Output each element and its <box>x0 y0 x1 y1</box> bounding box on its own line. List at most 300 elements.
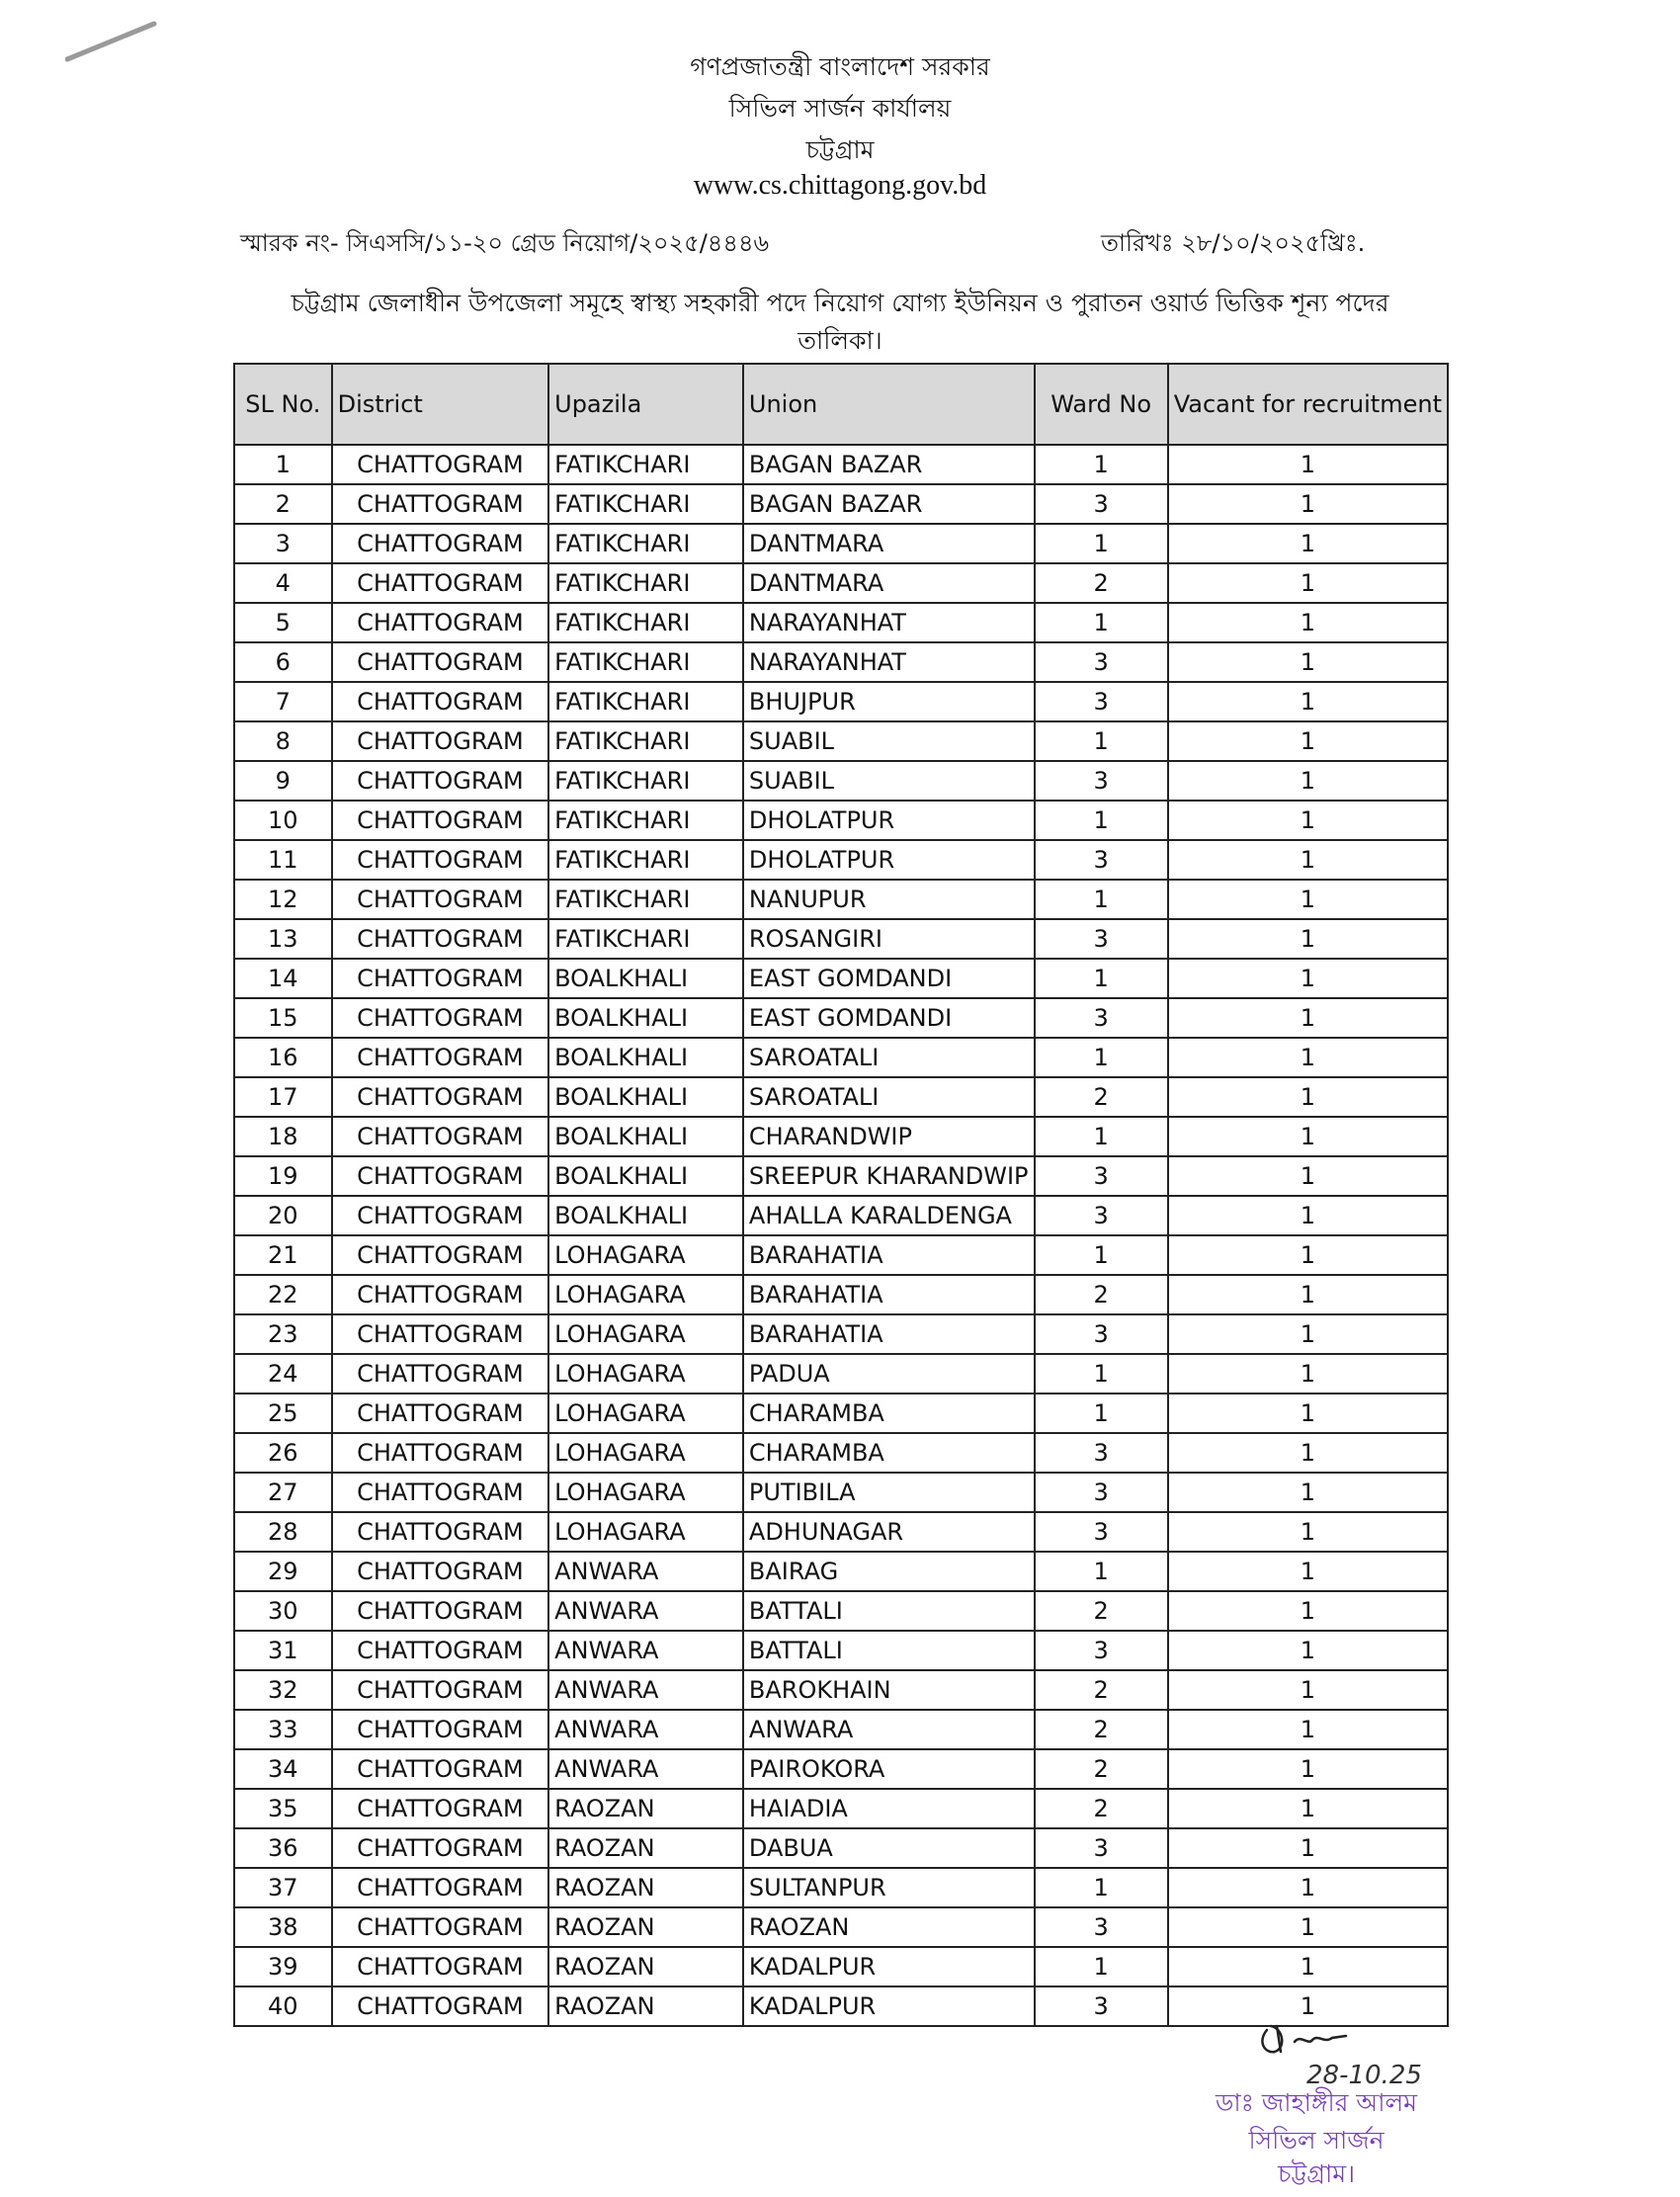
cell-ward-no: 3 <box>1035 1512 1168 1552</box>
cell-ward-no: 3 <box>1035 682 1168 721</box>
cell-vacant: 1 <box>1168 524 1448 563</box>
cell-vacant: 1 <box>1168 1077 1448 1117</box>
cell-upazila: LOHAGARA <box>548 1433 743 1473</box>
cell-upazila: RAOZAN <box>548 1907 743 1947</box>
cell-vacant: 1 <box>1168 880 1448 919</box>
cell-vacant: 1 <box>1168 919 1448 959</box>
cell-district: CHATTOGRAM <box>332 1907 549 1947</box>
cell-ward-no: 1 <box>1035 1038 1168 1077</box>
cell-sl-no: 39 <box>234 1947 332 1986</box>
table-row <box>234 484 1448 524</box>
cell-union: SREEPUR KHARANDWIP <box>743 1156 1035 1196</box>
cell-union: SUABIL <box>743 761 1035 801</box>
cell-union: BARAHATIA <box>743 1235 1035 1275</box>
cell-upazila: FATIKCHARI <box>548 445 743 484</box>
header-upazila: Upazila <box>548 364 743 445</box>
cell-sl-no: 2 <box>234 484 332 524</box>
cell-union: BATTALI <box>743 1631 1035 1670</box>
table-row <box>234 1354 1448 1394</box>
header-vacant: Vacant for recruitment <box>1168 364 1448 445</box>
cell-union: BHUJPUR <box>743 682 1035 721</box>
cell-union: SULTANPUR <box>743 1868 1035 1907</box>
cell-union: DANTMARA <box>743 563 1035 603</box>
cell-sl-no: 21 <box>234 1235 332 1275</box>
cell-district: CHATTOGRAM <box>332 445 549 484</box>
cell-union: SAROATALI <box>743 1038 1035 1077</box>
cell-ward-no: 2 <box>1035 563 1168 603</box>
cell-upazila: ANWARA <box>548 1631 743 1670</box>
cell-sl-no: 5 <box>234 603 332 642</box>
table-row <box>234 919 1448 959</box>
cell-sl-no: 17 <box>234 1077 332 1117</box>
cell-sl-no: 11 <box>234 840 332 880</box>
cell-sl-no: 20 <box>234 1196 332 1235</box>
cell-upazila: BOALKHALI <box>548 1196 743 1235</box>
cell-upazila: BOALKHALI <box>548 1077 743 1117</box>
cell-sl-no: 30 <box>234 1591 332 1631</box>
cell-vacant: 1 <box>1168 603 1448 642</box>
table-row <box>234 1828 1448 1868</box>
cell-union: SAROATALI <box>743 1077 1035 1117</box>
cell-district: CHATTOGRAM <box>332 1196 549 1235</box>
cell-district: CHATTOGRAM <box>332 1433 549 1473</box>
cell-ward-no: 2 <box>1035 1749 1168 1789</box>
cell-sl-no: 8 <box>234 721 332 761</box>
cell-union: NARAYANHAT <box>743 642 1035 682</box>
table-row <box>234 1235 1448 1275</box>
cell-vacant: 1 <box>1168 1947 1448 1986</box>
cell-ward-no: 1 <box>1035 1117 1168 1156</box>
cell-vacant: 1 <box>1168 801 1448 840</box>
cell-vacant: 1 <box>1168 1275 1448 1314</box>
table-row <box>234 1789 1448 1828</box>
cell-union: BATTALI <box>743 1591 1035 1631</box>
cell-upazila: ANWARA <box>548 1749 743 1789</box>
table-row <box>234 1591 1448 1631</box>
cell-ward-no: 1 <box>1035 1354 1168 1394</box>
cell-district: CHATTOGRAM <box>332 1077 549 1117</box>
cell-vacant: 1 <box>1168 1473 1448 1512</box>
table-row <box>234 998 1448 1038</box>
cell-sl-no: 26 <box>234 1433 332 1473</box>
cell-district: CHATTOGRAM <box>332 1512 549 1552</box>
cell-union: BAGAN BAZAR <box>743 484 1035 524</box>
cell-union: DHOLATPUR <box>743 840 1035 880</box>
cell-union: ROSANGIRI <box>743 919 1035 959</box>
cell-vacant: 1 <box>1168 1117 1448 1156</box>
cell-district: CHATTOGRAM <box>332 1117 549 1156</box>
cell-district: CHATTOGRAM <box>332 1552 549 1591</box>
cell-union: SUABIL <box>743 721 1035 761</box>
table-row <box>234 1552 1448 1591</box>
table-row <box>234 761 1448 801</box>
cell-union: BAROKHAIN <box>743 1670 1035 1710</box>
cell-union: BARAHATIA <box>743 1314 1035 1354</box>
table-row <box>234 603 1448 642</box>
cell-vacant: 1 <box>1168 1868 1448 1907</box>
cell-district: CHATTOGRAM <box>332 721 549 761</box>
cell-ward-no: 3 <box>1035 1631 1168 1670</box>
cell-ward-no: 2 <box>1035 1591 1168 1631</box>
table-row <box>234 801 1448 840</box>
cell-vacant: 1 <box>1168 840 1448 880</box>
table-row <box>234 445 1448 484</box>
table-row <box>234 1749 1448 1789</box>
table-row <box>234 1433 1448 1473</box>
cell-district: CHATTOGRAM <box>332 1275 549 1314</box>
cell-district: CHATTOGRAM <box>332 1749 549 1789</box>
cell-upazila: FATIKCHARI <box>548 761 743 801</box>
cell-union: BAGAN BAZAR <box>743 445 1035 484</box>
cell-ward-no: 1 <box>1035 1552 1168 1591</box>
cell-district: CHATTOGRAM <box>332 1710 549 1749</box>
cell-sl-no: 31 <box>234 1631 332 1670</box>
table-row <box>234 1710 1448 1749</box>
table-row <box>234 1196 1448 1235</box>
cell-sl-no: 27 <box>234 1473 332 1512</box>
table-row <box>234 1117 1448 1156</box>
cell-sl-no: 34 <box>234 1749 332 1789</box>
cell-sl-no: 40 <box>234 1986 332 2026</box>
cell-vacant: 1 <box>1168 1631 1448 1670</box>
cell-union: DHOLATPUR <box>743 801 1035 840</box>
cell-upazila: LOHAGARA <box>548 1314 743 1354</box>
cell-union: AHALLA KARALDENGA <box>743 1196 1035 1235</box>
table-row <box>234 1156 1448 1196</box>
table-row <box>234 721 1448 761</box>
cell-upazila: LOHAGARA <box>548 1235 743 1275</box>
cell-upazila: FATIKCHARI <box>548 563 743 603</box>
office-title: সিভিল সার্জন কার্যালয় <box>728 94 952 123</box>
cell-ward-no: 1 <box>1035 801 1168 840</box>
cell-union: KADALPUR <box>743 1947 1035 1986</box>
cell-upazila: BOALKHALI <box>548 1117 743 1156</box>
cell-union: CHARAMBA <box>743 1433 1035 1473</box>
cell-district: CHATTOGRAM <box>332 1394 549 1433</box>
cell-vacant: 1 <box>1168 1235 1448 1275</box>
cell-vacant: 1 <box>1168 1038 1448 1077</box>
cell-vacant: 1 <box>1168 484 1448 524</box>
cell-ward-no: 3 <box>1035 840 1168 880</box>
cell-vacant: 1 <box>1168 1670 1448 1710</box>
cell-sl-no: 28 <box>234 1512 332 1552</box>
cell-ward-no: 1 <box>1035 524 1168 563</box>
cell-district: CHATTOGRAM <box>332 761 549 801</box>
cell-upazila: BOALKHALI <box>548 1156 743 1196</box>
cell-upazila: RAOZAN <box>548 1868 743 1907</box>
cell-ward-no: 2 <box>1035 1275 1168 1314</box>
cell-district: CHATTOGRAM <box>332 1670 549 1710</box>
cell-union: KADALPUR <box>743 1986 1035 2026</box>
cell-union: DABUA <box>743 1828 1035 1868</box>
table-row <box>234 563 1448 603</box>
cell-union: PADUA <box>743 1354 1035 1394</box>
cell-union: BARAHATIA <box>743 1275 1035 1314</box>
signatory-title: সিভিল সার্জন <box>1248 2126 1385 2155</box>
cell-ward-no: 3 <box>1035 1986 1168 2026</box>
cell-ward-no: 2 <box>1035 1789 1168 1828</box>
table-header-row <box>234 364 1448 445</box>
cell-ward-no: 3 <box>1035 919 1168 959</box>
cell-district: CHATTOGRAM <box>332 1947 549 1986</box>
cell-vacant: 1 <box>1168 761 1448 801</box>
government-title: গণপ্রজাতন্ত্রী বাংলাদেশ সরকার <box>690 52 990 81</box>
table-row <box>234 642 1448 682</box>
cell-upazila: FATIKCHARI <box>548 603 743 642</box>
cell-sl-no: 38 <box>234 1907 332 1947</box>
cell-union: ADHUNAGAR <box>743 1512 1035 1552</box>
cell-district: CHATTOGRAM <box>332 1038 549 1077</box>
table-row <box>234 1275 1448 1314</box>
table-row <box>234 1670 1448 1710</box>
cell-district: CHATTOGRAM <box>332 1314 549 1354</box>
cell-ward-no: 1 <box>1035 603 1168 642</box>
cell-district: CHATTOGRAM <box>332 1235 549 1275</box>
cell-sl-no: 22 <box>234 1275 332 1314</box>
cell-district: CHATTOGRAM <box>332 642 549 682</box>
cell-union: CHARANDWIP <box>743 1117 1035 1156</box>
cell-sl-no: 14 <box>234 959 332 998</box>
cell-vacant: 1 <box>1168 1433 1448 1473</box>
vacancy-table <box>233 363 1449 2027</box>
website-link[interactable]: www.cs.chittagong.gov.bd <box>693 170 987 201</box>
cell-upazila: BOALKHALI <box>548 959 743 998</box>
table-row <box>234 1394 1448 1433</box>
cell-district: CHATTOGRAM <box>332 1986 549 2026</box>
cell-upazila: RAOZAN <box>548 1947 743 1986</box>
cell-district: CHATTOGRAM <box>332 1631 549 1670</box>
cell-ward-no: 3 <box>1035 1473 1168 1512</box>
table-row <box>234 1631 1448 1670</box>
cell-district: CHATTOGRAM <box>332 563 549 603</box>
cell-union: EAST GOMDANDI <box>743 998 1035 1038</box>
cell-upazila: LOHAGARA <box>548 1354 743 1394</box>
cell-vacant: 1 <box>1168 1552 1448 1591</box>
cell-vacant: 1 <box>1168 1314 1448 1354</box>
cell-sl-no: 25 <box>234 1394 332 1433</box>
cell-upazila: RAOZAN <box>548 1986 743 2026</box>
cell-upazila: FATIKCHARI <box>548 524 743 563</box>
memo-date: তারিখঃ ২৮/১০/২০২৫খ্রিঃ. <box>1101 229 1366 257</box>
memo-reference: স্মারক নং- সিএসসি/১১-২০ গ্রেড নিয়োগ/২০২৫/৪৪৪৬ <box>240 229 770 257</box>
cell-sl-no: 23 <box>234 1314 332 1354</box>
cell-upazila: LOHAGARA <box>548 1473 743 1512</box>
table-row <box>234 1947 1448 1986</box>
cell-district: CHATTOGRAM <box>332 801 549 840</box>
cell-ward-no: 3 <box>1035 1907 1168 1947</box>
cell-district: CHATTOGRAM <box>332 880 549 919</box>
cell-district: CHATTOGRAM <box>332 919 549 959</box>
cell-vacant: 1 <box>1168 1828 1448 1868</box>
cell-union: NANUPUR <box>743 880 1035 919</box>
cell-sl-no: 9 <box>234 761 332 801</box>
cell-upazila: LOHAGARA <box>548 1275 743 1314</box>
cell-sl-no: 1 <box>234 445 332 484</box>
cell-ward-no: 2 <box>1035 1077 1168 1117</box>
signature-date: 28-10.25 <box>1306 2061 1422 2090</box>
signature-scribble-icon <box>1247 2012 1484 2091</box>
cell-union: ANWARA <box>743 1710 1035 1749</box>
cell-district: CHATTOGRAM <box>332 840 549 880</box>
cell-vacant: 1 <box>1168 1710 1448 1749</box>
cell-sl-no: 33 <box>234 1710 332 1749</box>
cell-union: RAOZAN <box>743 1907 1035 1947</box>
cell-sl-no: 19 <box>234 1156 332 1196</box>
cell-upazila: FATIKCHARI <box>548 919 743 959</box>
cell-sl-no: 10 <box>234 801 332 840</box>
cell-ward-no: 3 <box>1035 1156 1168 1196</box>
cell-upazila: ANWARA <box>548 1591 743 1631</box>
cell-sl-no: 3 <box>234 524 332 563</box>
table-row <box>234 524 1448 563</box>
cell-upazila: LOHAGARA <box>548 1512 743 1552</box>
cell-union: PUTIBILA <box>743 1473 1035 1512</box>
cell-vacant: 1 <box>1168 682 1448 721</box>
cell-ward-no: 3 <box>1035 484 1168 524</box>
cell-sl-no: 36 <box>234 1828 332 1868</box>
cell-ward-no: 3 <box>1035 1314 1168 1354</box>
cell-ward-no: 1 <box>1035 1947 1168 1986</box>
cell-ward-no: 1 <box>1035 1394 1168 1433</box>
cell-union: DANTMARA <box>743 524 1035 563</box>
cell-ward-no: 1 <box>1035 1235 1168 1275</box>
cell-upazila: RAOZAN <box>548 1789 743 1828</box>
cell-upazila: BOALKHALI <box>548 998 743 1038</box>
cell-sl-no: 24 <box>234 1354 332 1394</box>
header-ward-no: Ward No <box>1035 364 1168 445</box>
cell-vacant: 1 <box>1168 1789 1448 1828</box>
table-row <box>234 1077 1448 1117</box>
table-row <box>234 1907 1448 1947</box>
cell-ward-no: 3 <box>1035 761 1168 801</box>
cell-ward-no: 1 <box>1035 1868 1168 1907</box>
cell-sl-no: 16 <box>234 1038 332 1077</box>
signatory-place: চট্টগ্রাম। <box>1277 2159 1356 2188</box>
cell-vacant: 1 <box>1168 959 1448 998</box>
table-row <box>234 840 1448 880</box>
cell-district: CHATTOGRAM <box>332 682 549 721</box>
cell-upazila: FATIKCHARI <box>548 801 743 840</box>
table-row <box>234 880 1448 919</box>
cell-union: PAIROKORA <box>743 1749 1035 1789</box>
cell-upazila: FATIKCHARI <box>548 682 743 721</box>
cell-union: EAST GOMDANDI <box>743 959 1035 998</box>
cell-ward-no: 1 <box>1035 959 1168 998</box>
cell-district: CHATTOGRAM <box>332 1828 549 1868</box>
cell-sl-no: 7 <box>234 682 332 721</box>
cell-vacant: 1 <box>1168 1354 1448 1394</box>
table-row <box>234 1314 1448 1354</box>
cell-upazila: FATIKCHARI <box>548 642 743 682</box>
table-row <box>234 1038 1448 1077</box>
cell-sl-no: 18 <box>234 1117 332 1156</box>
cell-vacant: 1 <box>1168 1986 1448 2026</box>
cell-vacant: 1 <box>1168 445 1448 484</box>
cell-vacant: 1 <box>1168 1907 1448 1947</box>
cell-ward-no: 1 <box>1035 445 1168 484</box>
document-subject: চট্টগ্রাম জেলাধীন উপজেলা সমূহে স্বাস্থ্য সহকারী পদে নিয়োগ যোগ্য ইউনিয়ন ও পুরাতন ওয়ার্ড ভিত্তিক শূন্য পদের তালিকা। <box>291 289 1389 355</box>
cell-vacant: 1 <box>1168 1394 1448 1433</box>
cell-sl-no: 37 <box>234 1868 332 1907</box>
cell-vacant: 1 <box>1168 721 1448 761</box>
header-district: District <box>332 364 549 445</box>
cell-district: CHATTOGRAM <box>332 484 549 524</box>
cell-ward-no: 3 <box>1035 1433 1168 1473</box>
cell-union: BAIRAG <box>743 1552 1035 1591</box>
cell-district: CHATTOGRAM <box>332 1789 549 1828</box>
cell-vacant: 1 <box>1168 1156 1448 1196</box>
cell-district: CHATTOGRAM <box>332 1354 549 1394</box>
cell-ward-no: 2 <box>1035 1710 1168 1749</box>
cell-district: CHATTOGRAM <box>332 1591 549 1631</box>
table-row <box>234 959 1448 998</box>
header-union: Union <box>743 364 1035 445</box>
cell-sl-no: 29 <box>234 1552 332 1591</box>
cell-district: CHATTOGRAM <box>332 1473 549 1512</box>
cell-ward-no: 3 <box>1035 998 1168 1038</box>
cell-upazila: FATIKCHARI <box>548 721 743 761</box>
cell-upazila: FATIKCHARI <box>548 484 743 524</box>
cell-union: CHARAMBA <box>743 1394 1035 1433</box>
table-row <box>234 1473 1448 1512</box>
cell-vacant: 1 <box>1168 998 1448 1038</box>
table-body <box>234 445 1448 2026</box>
cell-district: CHATTOGRAM <box>332 1868 549 1907</box>
cell-upazila: LOHAGARA <box>548 1394 743 1433</box>
cell-upazila: FATIKCHARI <box>548 840 743 880</box>
cell-sl-no: 12 <box>234 880 332 919</box>
cell-ward-no: 3 <box>1035 1828 1168 1868</box>
cell-district: CHATTOGRAM <box>332 524 549 563</box>
cell-upazila: ANWARA <box>548 1710 743 1749</box>
cell-sl-no: 35 <box>234 1789 332 1828</box>
table-row <box>234 682 1448 721</box>
cell-district: CHATTOGRAM <box>332 1156 549 1196</box>
cell-vacant: 1 <box>1168 1591 1448 1631</box>
cell-upazila: FATIKCHARI <box>548 880 743 919</box>
cell-vacant: 1 <box>1168 1749 1448 1789</box>
cell-district: CHATTOGRAM <box>332 998 549 1038</box>
cell-union: HAIADIA <box>743 1789 1035 1828</box>
cell-ward-no: 3 <box>1035 642 1168 682</box>
cell-ward-no: 1 <box>1035 880 1168 919</box>
cell-ward-no: 1 <box>1035 721 1168 761</box>
cell-vacant: 1 <box>1168 563 1448 603</box>
cell-ward-no: 3 <box>1035 1196 1168 1235</box>
table-row <box>234 1868 1448 1907</box>
cell-ward-no: 2 <box>1035 1670 1168 1710</box>
header-sl-no: SL No. <box>234 364 332 445</box>
cell-sl-no: 6 <box>234 642 332 682</box>
table-row <box>234 1512 1448 1552</box>
cell-upazila: ANWARA <box>548 1552 743 1591</box>
cell-union: NARAYANHAT <box>743 603 1035 642</box>
cell-vacant: 1 <box>1168 1196 1448 1235</box>
cell-vacant: 1 <box>1168 1512 1448 1552</box>
cell-district: CHATTOGRAM <box>332 959 549 998</box>
cell-upazila: ANWARA <box>548 1670 743 1710</box>
office-location: চট্টগ্রাম <box>805 135 875 164</box>
cell-district: CHATTOGRAM <box>332 603 549 642</box>
cell-upazila: BOALKHALI <box>548 1038 743 1077</box>
signatory-name: ডাঃ জাহাঙ্গীর আলম <box>1215 2088 1418 2117</box>
cell-sl-no: 4 <box>234 563 332 603</box>
cell-sl-no: 32 <box>234 1670 332 1710</box>
cell-vacant: 1 <box>1168 642 1448 682</box>
cell-sl-no: 15 <box>234 998 332 1038</box>
cell-sl-no: 13 <box>234 919 332 959</box>
cell-upazila: RAOZAN <box>548 1828 743 1868</box>
